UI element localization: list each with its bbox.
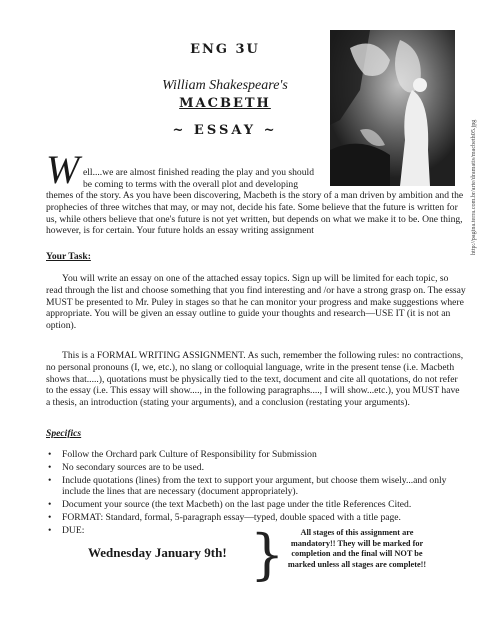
intro-paragraph: themes of the story. As you have been discovering, Macbeth is the story of a man driven by ambition and the prophecies of three witches that may, or may not, decide his fate. Some believe that the future is written for us, while others believe that one's future is not yet written, but depends on what we make it to be. One thing, however, is for certain. Your future holds an essay writing assignment (46, 190, 464, 237)
task-heading: Your Task: (46, 251, 91, 262)
specifics-heading: Specifics (46, 428, 82, 439)
list-item: • Include quotations (lines) from the text to support your argument, but choose them wisely...and only include the lines that are necessary (document appropriately). (46, 475, 466, 499)
list-item: • No secondary sources are to be used. (46, 462, 466, 474)
intro-first-line: ell....we are almost finished reading the play and you should be coming to terms with the overall plot and developing (83, 167, 314, 190)
play-title: MACBETH (179, 96, 271, 111)
course-code: ENG 3U (190, 42, 260, 57)
author-line: William Shakespeare's (162, 78, 288, 93)
image-credit: http://pagina.terra.com.br/arte/dramatis/macbeth05.jpg (470, 119, 477, 255)
formal-rules-paragraph: This is a FORMAL WRITING ASSIGNMENT. As such, remember the following rules: no contractions, no personal pronouns (I, we, etc.), no slang or colloquial language, write in the present tense (i.e. Macbeth shows that.....), quotations must be physically tied to the text, document and cite all quotations, do not refer to the essay (i.e. This essay will show...., in the following paragraphs...., I will show...etc.), you MUST have a thesis, an introduction (stating your arguments), and a conclusion (restating your arguments). (46, 350, 464, 409)
stages-note: All stages of this assignment are mandatory!! They will be marked for completion and the final will NOT be marked unless all stages are complete!! (287, 528, 427, 569)
list-item: • Document your source (the text Macbeth) on the last page under the title References Cited. (46, 499, 466, 511)
macbeth-painting (330, 30, 455, 186)
drop-cap: W (46, 147, 80, 192)
due-date: Wednesday January 9th! (88, 545, 227, 560)
brace-symbol: } (250, 523, 285, 586)
list-item: • Follow the Orchard park Culture of Responsibility for Submission (46, 449, 466, 461)
essay-title: ~ ESSAY ~ (172, 123, 278, 138)
task-paragraph: You will write an essay on one of the attached essay topics. Sign up will be limited for each topic, so read through the list and choose something that you find interesting and /or have a strong grasp on. The essay MUST be presented to Mr. Puley in stages so that he can monitor your progress and make suggestions where appropriate. You will be given an essay outline to guide your thoughts and research—USE IT (it is not an option). (46, 273, 466, 332)
list-item: • DUE: (46, 525, 466, 537)
list-item: • FORMAT: Standard, formal, 5-paragraph essay—typed, double spaced with a title page. (46, 512, 466, 524)
